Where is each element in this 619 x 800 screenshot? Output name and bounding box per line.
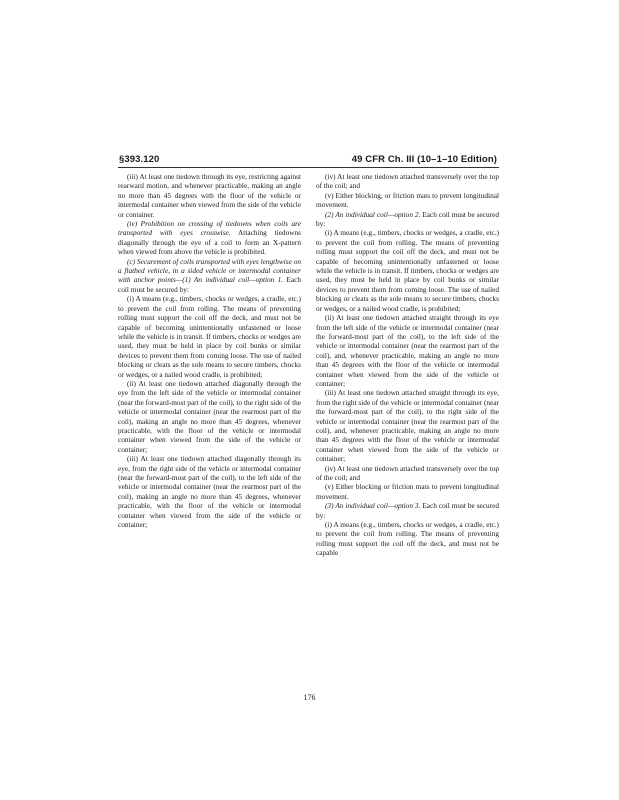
paragraph-text: (v) Either blocking or friction mats to prevent longitudinal movement. xyxy=(316,482,499,501)
paragraph-text: (v) Either blocking, or friction mats to prevent longitudinal movement. xyxy=(316,190,499,210)
paragraph-text: (iii) At least one tiedown attached straight through its eye, from the right side of the vehicle or intermodal container (near the forward-most part of the coil), to the right side of the vehicle or intermodal container (near the rearmost part of the coil), and, whenever practicable, making an angle no more than 45 degrees with the floor of the vehicle or intermodal container when viewed from the side of the vehicle or container; xyxy=(316,388,499,464)
paragraph xyxy=(316,464,499,483)
paragraph-text: Attaching tiedowns diagonally through the eye of a coil to form an X-pattern when viewed from above the vehicle is prohibited. xyxy=(118,228,301,257)
paragraph xyxy=(118,172,301,219)
paragraph-text: (iii) At least one tiedown attached diagonally through its eye, from the right side of the vehicle or intermodal container (near the forward-most part of the coil), to the left side of the vehicle or intermodal container (near the rearmost part of the coil), making an angle no more than 45 degrees, whenever practicable, with the floor of the vehicle or intermodal container when viewed from the side of the vehicle or container; xyxy=(118,454,301,530)
paragraph-text: Each coil must be secured by: xyxy=(316,501,500,520)
header-rule xyxy=(118,167,499,168)
paragraph-text: Each coil must be secured by: xyxy=(118,275,301,294)
paragraph-heading: (3) An individual coil—option 3. xyxy=(325,501,421,511)
paragraph-text: (ii) At least one tiedown attached diagonally through the eye from the left side of the vehicle or intermodal container (near the forward-most part of the coil), to the right side of the vehicle or intermodal container (near the rearmost part of the coil), making an angle no more than 45 degrees, whenever practicable, with the floor of the vehicle or intermodal container when viewed from the side of the vehicle or container; xyxy=(118,378,301,454)
paragraph xyxy=(118,219,301,257)
paragraph-text: Each coil must be secured by: xyxy=(316,209,500,229)
paragraph xyxy=(316,520,499,558)
paragraph-text: (i) A means (e.g., timbers, chocks or wedges, a cradle, etc.) to prevent the coil from rolling. The means of preventing rolling must support the coil off the deck, and must not be capable xyxy=(316,520,499,558)
paragraph xyxy=(316,482,499,501)
paragraph xyxy=(316,388,499,463)
paragraph xyxy=(118,257,301,295)
paragraph xyxy=(316,228,499,313)
section-number: §393.120 xyxy=(119,154,160,165)
paragraph xyxy=(316,313,499,388)
paragraph-heading: (iv) Prohibition on crossing of tiedowns when coils are transported with eyes crosswise. xyxy=(118,219,301,238)
paragraph-heading: (c) Securement of coils transported with eyes lengthwise on a flatbed vehicle, in a sided vehicle or intermodal container with anchor points—(1) An individual coil—option 1. xyxy=(118,256,301,285)
paragraph-text: (ii) At least one tiedown attached straight through its eye from the left side of the vehicle or intermodal container (near the forward-most part of the coil), to the left side of the vehicle or intermodal container (near the rearmost part of the coil), and, whenever practicable, making an angle no more than 45 degrees with the floor of the vehicle or intermodal container when viewed from the side of the vehicle or container; xyxy=(316,313,499,388)
paragraph-text: (i) A means (e.g., timbers, chocks or wedges, a cradle, etc.) to prevent the coil from rolling. The means of preventing rolling must support the coil off the deck, and must not be capable of becoming unintentionally unfastened or loose while the vehicle is in transit. If timbers, chocks or wedges are used, they must be held in place by coil bunks or similar devices to prevent them from coming loose. The use of nailed blocking or cleats as the sole means to secure timbers, chocks or wedges, or a nailed wood cradle, is prohibited; xyxy=(118,294,301,379)
running-title: 49 CFR Ch. III (10–1–10 Edition) xyxy=(351,154,497,165)
page-number: 176 xyxy=(303,693,316,702)
paragraph xyxy=(118,454,301,529)
paragraph xyxy=(118,379,301,454)
paragraph-text: (iv) At least one tiedown attached transversely over the top of the coil; and xyxy=(316,172,499,191)
paragraph xyxy=(316,210,499,229)
paragraph-text: (iv) At least one tiedown attached transversely over the top of the coil; and xyxy=(316,463,499,482)
left-column xyxy=(118,172,301,529)
paragraph-text: (i) A means (e.g., timbers, chocks or wedges, a cradle, etc.) to prevent the coil from rolling. The means of preventing rolling must support the coil off the deck, and must not be capable of becoming unintentionally unfastened or loose while the vehicle is in transit. If timbers, chocks or wedges are used, they must be held in place by coil bunks or similar devices to prevent them from coming loose. The use of nailed blocking or cleats as the sole means to secure timbers, chocks or wedges, or a nailed wood cradle, is prohibited; xyxy=(316,228,499,313)
paragraph xyxy=(316,501,499,520)
right-column xyxy=(316,172,499,558)
paragraph xyxy=(118,294,301,379)
paragraph xyxy=(316,172,499,191)
paragraph xyxy=(316,191,499,210)
paragraph-text: (iii) At least one tiedown through its eye, restricting against rearward motion, and whenever practicable, making an angle no more than 45 degrees with the floor of the vehicle or intermodal container when viewed from the side of the vehicle or container. xyxy=(118,172,301,219)
paragraph-heading: (2) An individual coil—option 2. xyxy=(325,209,421,219)
